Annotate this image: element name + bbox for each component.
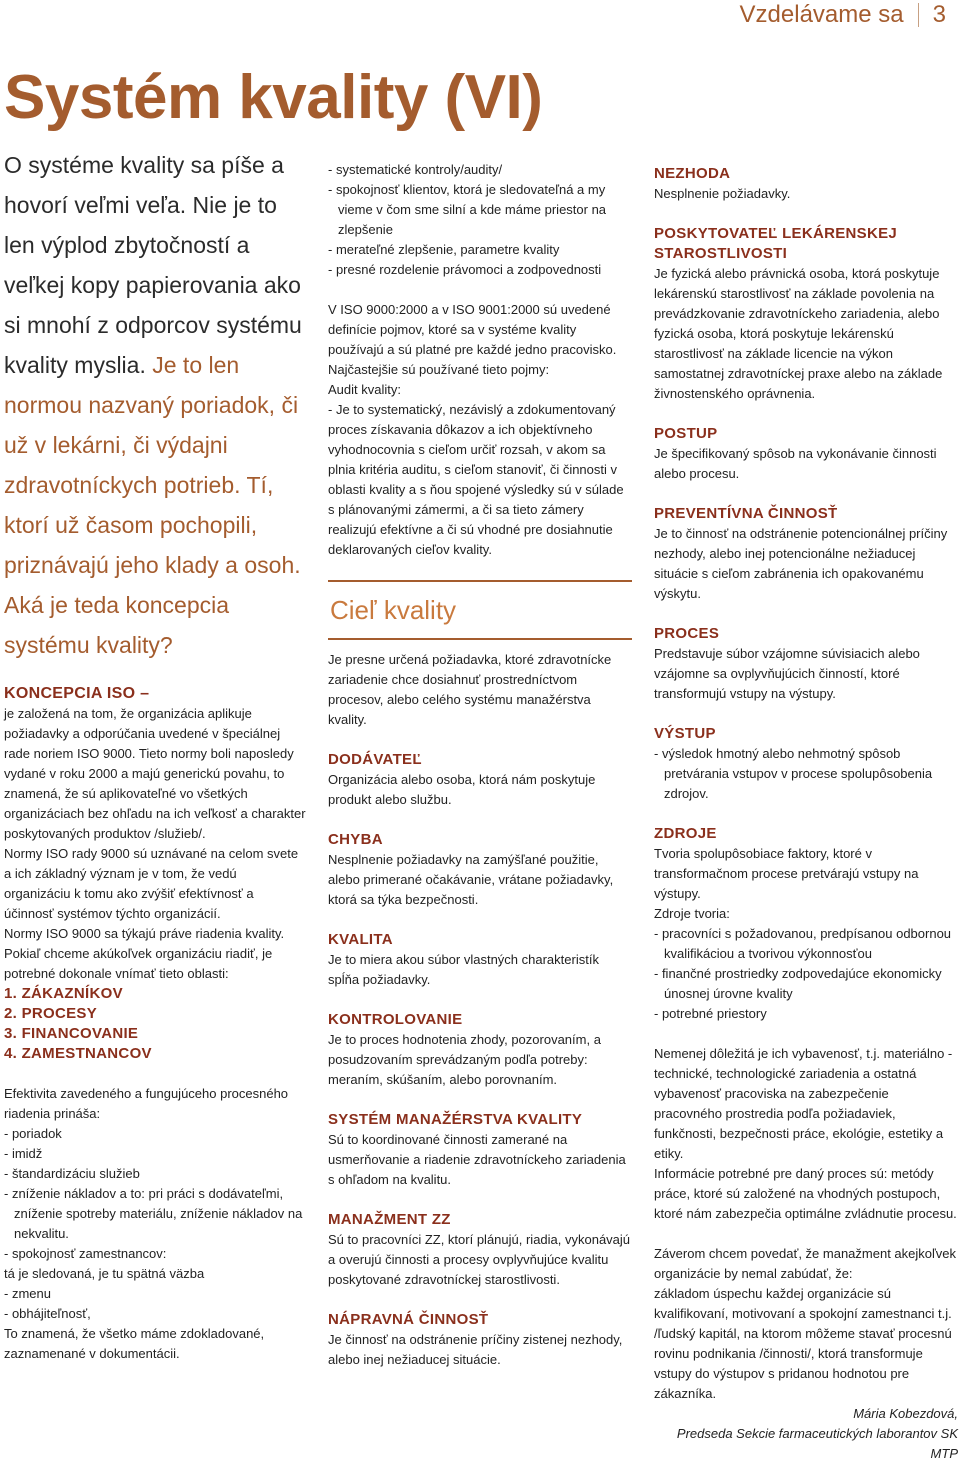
term-definition: Je špecifikovaný spôsob na vykonávanie činnosti alebo procesu. xyxy=(654,446,937,481)
article-intro xyxy=(4,145,304,665)
term-definition: Predstavuje súbor vzájomne súvisiacich alebo vzájomne sa ovplyvňujúcich činností, ktoré transformujú vstupy na výstupy. xyxy=(654,646,920,701)
list-item: - presné rozdelenie právomoci a zodpovednosti xyxy=(328,262,602,277)
page-header xyxy=(740,0,946,30)
column-1 xyxy=(4,684,306,1364)
benefit-item: - spokojnosť zamestnancov: xyxy=(4,1246,167,1261)
audit-label: Audit kvality: xyxy=(328,382,401,397)
term-heading: ZDROJE xyxy=(654,825,717,842)
term-heading: CHYBA xyxy=(328,831,383,848)
term-heading: SYSTÉM MANAŽÉRSTVA KVALITY xyxy=(328,1111,583,1128)
intro-part-1: O systéme kvality sa píše a hovorí veľmi veľa. Nie je to len výplod zbytočností a veľkej kopy papierovania ako si mnohí z odporcov systému kvality myslia. xyxy=(4,152,302,378)
documentation-paragraph: To znamená, že všetko máme zdokladované, zaznamenané v dokumentácii. xyxy=(4,1326,265,1361)
resource-item: - pracovníci s požadovanou, predpísanou odbornou kvalifikáciou a tvorivou výkonnosťou xyxy=(654,926,952,961)
resource-item: - finančné prostriedky zodpovedajúce ekonomicky únosnej úrovne kvality xyxy=(654,966,942,1001)
benefit-item: - zmenu xyxy=(4,1286,51,1301)
benefit-item: - poriadok xyxy=(4,1126,62,1141)
term-definition: Sú to pracovníci ZZ, ktorí plánujú, riadia, vykonávajú a overujú činnosti a procesy ovplyvňujúce kvalitu poskytované zdravotníckej starostlivosti. xyxy=(328,1232,631,1287)
iso-paragraph-1: je založená na tom, že organizácia aplikuje požiadavky a odporúčania uvedené v špeciálnej rade noriem ISO 9000. Tieto normy boli naposledy vydané v roku 2000 a majú generickú povahu, to znamená, že sú aplikovateľné vo všetkých organizáciach bez ohľadu na ich veľkosť a charakter poskytovaných produktov /služieb/. xyxy=(4,706,306,841)
term-definition: Je to proces hodnotenia zhody, pozorovaním, a posudzovaním sprevádzaným podľa potreby: meraním, skúšaním, alebo porovnaním. xyxy=(328,1032,601,1087)
term-definition: Je to miera akou súbor vlastných charakteristík spĺňa požiadavky. xyxy=(328,952,599,987)
author-role: Predseda Sekcie farmaceutických laborantov SK MTP xyxy=(676,1426,958,1461)
term-heading: MANAŽMENT ZZ xyxy=(328,1211,451,1228)
resource-item: - potrebné priestory xyxy=(654,1006,767,1021)
area-item: 4. ZAMESTNANCOV xyxy=(4,1045,152,1062)
efficiency-paragraph: Efektivita zavedeného a fungujúceho procesného riadenia prináša: xyxy=(4,1086,289,1121)
page-number: 3 xyxy=(932,1,946,28)
term-heading: PREVENTÍVNA ČINNOSŤ xyxy=(654,505,838,522)
term-definition: Nesplnenie požiadavky na zamýšľané použitie, alebo primerané očakávanie, vrátane požiadavky, ktorá sa týka bezpečnosti. xyxy=(328,852,614,907)
benefit-item: - štandardizáciu služieb xyxy=(4,1166,140,1181)
term-heading: KONTROLOVANIE xyxy=(328,1011,463,1028)
benefit-item: - imidž xyxy=(4,1146,43,1161)
intro-part-2: Je to len normou nazvaný poriadok, či už v lekárni, či výdajni zdravotníckych potrieb. xyxy=(4,352,299,498)
area-item: 3. FINANCOVANIE xyxy=(4,1025,139,1042)
equipment-paragraph: Nemenej dôležitá je ich vybavenosť, t.j. materiálno -technické, technologické zariadenia a ostatná vybavenosť pracoviska na zabezpečenie pracovného prostredia podľa požiadaviek, funkčnosti, bezpečnosti práce, ekológie, estetiky a etiky. xyxy=(654,1046,953,1161)
section-label: Vzdelávame sa xyxy=(739,1,904,28)
term-heading: KVALITA xyxy=(328,931,393,948)
article-title: Systém kvality (VI) xyxy=(4,63,543,132)
conclusion-paragraph: Záverom chcem povedať, že manažment akejkoľvek organizácie by nemal zabúdať, že: xyxy=(654,1246,957,1281)
list-item: - spokojnosť klientov, ktorá je sledovateľná a my vieme v čom sme silní a kde máme priestor na zlepšenie xyxy=(328,182,607,237)
definitions-paragraph: V ISO 9000:2000 a v ISO 9001:2000 sú uvedené definície pojmov, ktoré sa v systéme kvality používajú a sú platné pre každé jedno pracovisko. Najčastejšie sú používané tieto pojmy: xyxy=(328,302,617,377)
term-definition: Je fyzická alebo právnická osoba, ktorá poskytuje lekárenskú starostlivosť na základe povolenia na prevádzkovanie zdravotníckeho zariadenia, alebo fyzická osoba, ktorá poskytuje lekárenskú starostlivosť na základe licencie na výkon samostatnej zdravotníckej praxe alebo na základe živnostenského oprávnenia. xyxy=(654,266,943,401)
intro-part-3: Tí, ktorí už časom pochopili, priznávajú jeho klady a osoh. Aká je teda koncepcia systému kvality? xyxy=(4,472,301,658)
benefit-item: - obhájiteľnosť, xyxy=(4,1306,91,1321)
area-item: 2. PROCESY xyxy=(4,1005,98,1022)
term-heading: PROCES xyxy=(654,625,720,642)
iso-heading: KONCEPCIA ISO – xyxy=(4,685,150,702)
term-definition: Organizácia alebo osoba, ktorá nám poskytuje produkt alebo službu. xyxy=(328,772,596,807)
conclusion-paragraph-2: základom úspechu každej organizácie sú kvalifikovaní, motivovaní a spokojní zamestnanci t.j. /ľudský kapitál, na ktorom môžeme stavať procesnú rovinu podnikania /činnosti/, ktorá transformuje vstupy do výstupov s pridanou hodnotou pre zákazníka. xyxy=(654,1286,952,1401)
term-definition: Sú to koordinované činnosti zamerané na usmerňovanie a riadenie zdravotníckeho zariadenia s ohľadom na kvalitu. xyxy=(328,1132,626,1187)
header-divider xyxy=(918,3,919,27)
audit-definition: - Je to systematický, nezávislý a zdokumentovaný proces získavania dôkazov a ich objektívneho vyhodnocovnia s cieľom určiť rozsah, v akom sa plnia kritéria auditu, s cieľom stanoviť, či činnosti v oblasti kvality a s ňou spojené výsledky sú v súlade s plánovanými zámermi, a či sa tieto zámery realizujú efektívne a či sú vhodné pre dosiahnutie deklarovaných cieľov kvality. xyxy=(328,402,624,557)
term-heading: NEZHODA xyxy=(654,165,731,182)
goal-text: Je presne určená požiadavka, ktoré zdravotnícke zariadenie chce dosiahnuť prostredníctvom procesov, alebo celého systému manažérstva kvality. xyxy=(328,652,612,727)
term-definition: - výsledok hmotný alebo nehmotný spôsob pretvárania vstupov v procese spolupôsobenia zdrojov. xyxy=(654,746,933,801)
goal-heading: Cieľ kvality xyxy=(330,595,457,625)
list-item: - systematické kontroly/audity/ xyxy=(328,162,503,177)
information-paragraph: Informácie potrebné pre daný proces sú: metódy práce, ktoré sú založené na vhodných postupoch, ktoré nám zabezpečia optimálne zvládnutie procesu. xyxy=(654,1166,957,1221)
area-item: 1. ZÁKAZNÍKOV xyxy=(4,985,123,1002)
term-heading: VÝSTUP xyxy=(654,725,716,742)
column-3 xyxy=(654,164,958,1464)
iso-paragraph-3: Normy ISO 9000 sa týkajú práve riadenia kvality. Pokiaľ chceme akúkoľvek organizáciu riadiť, je potrebné dokonale vnímať tieto oblasti: xyxy=(4,926,285,981)
term-definition: Je to činnosť na odstránenie potencionálnej príčiny nezhody, alebo inej potencionálne nežiaducej situácie s cieľom zabránenia ich opakovanému výskytu. xyxy=(654,526,948,601)
column-2 xyxy=(328,160,632,1370)
term-definition: Tvoria spolupôsobiace faktory, ktoré v transformačnom procese pretvárajú vstupy na výstupy. xyxy=(654,846,919,901)
iso-paragraph-2: Normy ISO rady 9000 sú uznávané na celom svete a ich základný význam je v tom, že vedú organizáciu k tomu ako zvýšiť efektívnosť a účinnosť systémov týchto organizácií. xyxy=(4,846,299,921)
areas-list xyxy=(4,984,306,1064)
term-heading: POSKYTOVATEĽ LEKÁRENSKEJ STAROSTLIVOSTI xyxy=(654,225,898,262)
list-item: - merateľné zlepšenie, parametre kvality xyxy=(328,242,560,257)
feedback-line: tá je sledovaná, je tu spätná väzba xyxy=(4,1266,205,1281)
term-heading: NÁPRAVNÁ ČINNOSŤ xyxy=(328,1311,489,1328)
benefit-item: - zníženie nákladov a to: pri práci s dodávateľmi, zníženie spotreby materiálu, zníženie nákladov na nekvalitu. xyxy=(4,1186,303,1241)
term-definition: Nesplnenie požiadavky. xyxy=(654,186,791,201)
term-heading: POSTUP xyxy=(654,425,718,442)
term-definition: Je činnosť na odstránenie príčiny zistenej nezhody, alebo inej nežiaducej situácie. xyxy=(328,1332,623,1367)
term-heading: DODÁVATEĽ xyxy=(328,751,422,768)
resources-label: Zdroje tvoria: xyxy=(654,906,730,921)
author-name: Mária Kobezdová, xyxy=(853,1406,958,1421)
